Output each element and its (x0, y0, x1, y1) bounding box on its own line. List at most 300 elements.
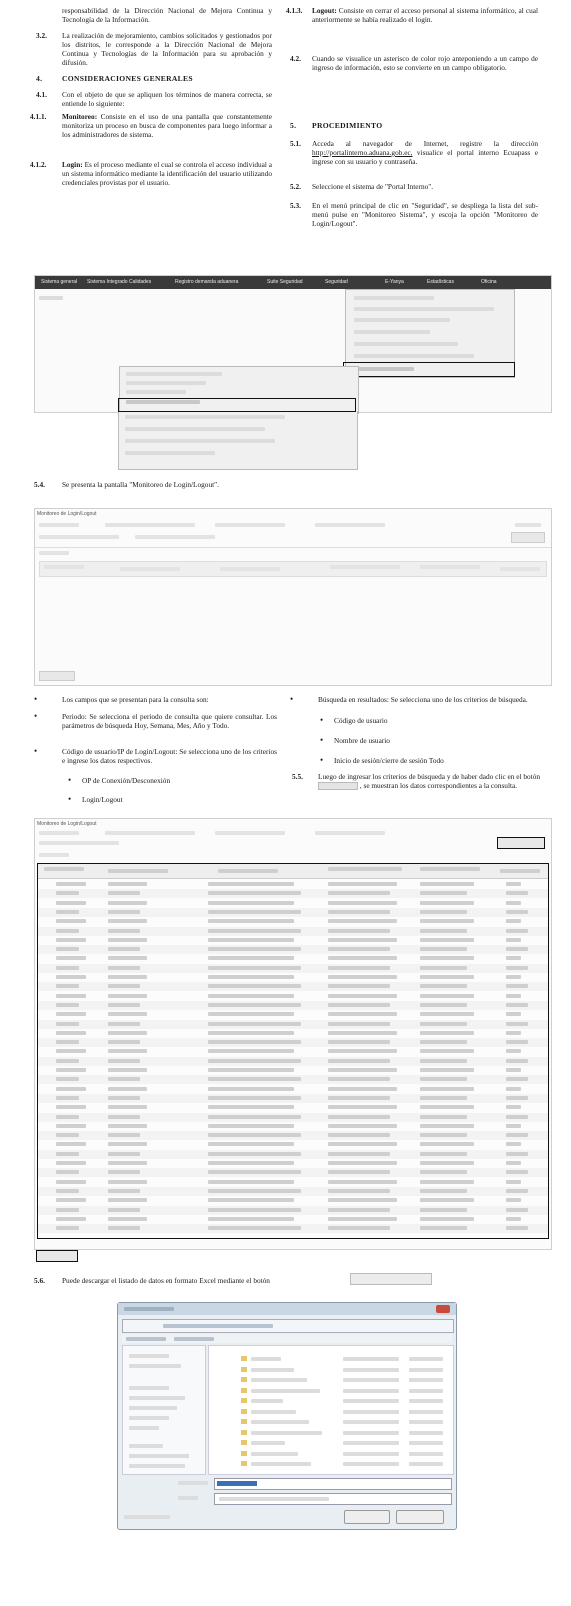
submenu-item[interactable] (125, 427, 265, 431)
screen-title: Monitoreo de Login/Logout (37, 821, 97, 827)
file-date (343, 1368, 399, 1372)
table-row[interactable] (38, 1206, 548, 1215)
table-cell (506, 1161, 521, 1165)
table-cell (506, 975, 521, 979)
file-name (251, 1462, 311, 1466)
table-row[interactable] (38, 964, 548, 973)
table-cell (108, 1124, 147, 1128)
excel-download-button-highlighted[interactable] (36, 1250, 78, 1262)
file-row[interactable] (213, 1409, 449, 1415)
table-row[interactable] (38, 936, 548, 945)
table-cell (56, 1142, 86, 1146)
submenu-item[interactable] (125, 439, 275, 443)
table-cell (56, 984, 79, 988)
table-row[interactable] (38, 1187, 548, 1196)
table-cell (420, 966, 467, 970)
table-cell (208, 1142, 294, 1146)
table-row[interactable] (38, 917, 548, 926)
table-cell (328, 1040, 390, 1044)
menu-item[interactable]: Sistema general (41, 279, 78, 285)
file-row[interactable] (213, 1430, 449, 1436)
new-folder-button[interactable] (174, 1337, 214, 1341)
table-cell (56, 994, 86, 998)
table-cell (208, 1217, 294, 1221)
monitoreo-submenu-continued (118, 411, 358, 470)
folder-icon (241, 1377, 247, 1382)
section-4-1-2-text (62, 160, 272, 187)
folder-icon (241, 1367, 247, 1372)
folder-icon (241, 1419, 247, 1424)
table-row[interactable] (38, 1215, 548, 1224)
consultar-button-highlighted[interactable] (497, 837, 545, 849)
table-cell (506, 1208, 528, 1212)
table-row[interactable] (38, 1075, 548, 1084)
step-text: Acceda al navegador de Internet, registre la dirección (312, 139, 538, 148)
table-cell (328, 975, 397, 979)
bullet-icon: • (68, 775, 72, 785)
file-date (343, 1410, 399, 1414)
table-cell (108, 1189, 140, 1193)
menu-item[interactable]: E-Yanya (385, 279, 404, 285)
table-row[interactable] (38, 1122, 548, 1131)
submenu-item[interactable] (126, 390, 186, 394)
table-cell (506, 1077, 528, 1081)
table-row[interactable] (38, 1159, 548, 1168)
table-cell (56, 1068, 86, 1072)
table-cell (108, 1161, 147, 1165)
table-cell (328, 1189, 390, 1193)
file-type (409, 1389, 443, 1393)
table-cell (420, 1124, 474, 1128)
table-cell (56, 1115, 79, 1119)
file-row[interactable] (213, 1367, 449, 1373)
table-cell (108, 919, 147, 923)
consultar-button-inline (318, 782, 358, 790)
table-row[interactable] (38, 880, 548, 889)
divider (35, 547, 551, 548)
screenshot-monitoreo-form (34, 508, 552, 686)
submenu-item[interactable] (354, 354, 474, 358)
section-number: 4.1.2. (30, 160, 47, 169)
file-row[interactable] (213, 1440, 449, 1446)
filename-input[interactable] (214, 1478, 452, 1490)
table-cell (108, 901, 147, 905)
section-number: 4. (36, 74, 43, 83)
table-row[interactable] (38, 908, 548, 917)
submenu-item[interactable] (354, 307, 494, 311)
submenu-item[interactable] (126, 381, 206, 385)
table-cell (208, 1059, 301, 1063)
table-cell (208, 1105, 294, 1109)
table-cell (208, 1180, 294, 1184)
table-cell (56, 1161, 86, 1165)
table-cell (108, 1142, 147, 1146)
table-cell (108, 910, 140, 914)
section-number: 4.1.1. (30, 112, 47, 121)
menu-item-seguridad[interactable]: Seguridad (325, 279, 348, 285)
table-cell (506, 1198, 521, 1202)
cancel-button[interactable] (396, 1510, 444, 1524)
table-cell (108, 1022, 140, 1026)
table-row[interactable] (38, 1103, 548, 1112)
table-cell (56, 1198, 86, 1202)
table-cell (420, 1049, 474, 1053)
table-cell (108, 1068, 147, 1072)
bullet-periodo: Periodo: Se selecciona el periodo de consulta que quiere consultar. Los parámetros de búsqueda Hoy, Semana, Mes, Año y Todo. (62, 712, 277, 730)
main-menu-bar (35, 276, 551, 289)
table-row[interactable] (38, 927, 548, 936)
table-row[interactable] (38, 1020, 548, 1029)
file-name (251, 1441, 285, 1445)
submenu-item[interactable] (126, 372, 222, 376)
table-cell (208, 1012, 294, 1016)
nav-item[interactable] (129, 1464, 185, 1468)
file-type (409, 1431, 443, 1435)
address-bar[interactable] (122, 1319, 454, 1333)
filetype-select[interactable] (214, 1493, 452, 1505)
table-cell (328, 956, 397, 960)
file-type (409, 1462, 443, 1466)
table-cell (208, 1003, 301, 1007)
table-cell (108, 1198, 147, 1202)
table-cell (420, 975, 474, 979)
excel-download-button[interactable] (39, 671, 75, 681)
table-row[interactable] (38, 1168, 548, 1177)
search-options[interactable] (515, 523, 541, 527)
submenu-item[interactable] (354, 296, 434, 300)
nav-item[interactable] (129, 1416, 169, 1420)
table-cell (328, 984, 390, 988)
table-row[interactable] (38, 992, 548, 1001)
table-row[interactable] (38, 889, 548, 898)
table-cell (56, 1077, 79, 1081)
table-cell (420, 1096, 467, 1100)
table-cell (506, 994, 521, 998)
table-cell (328, 1077, 390, 1081)
section-number: 5.2. (290, 182, 301, 191)
table-cell (108, 1049, 147, 1053)
table-cell (506, 901, 521, 905)
menu-item[interactable]: Suite Seguridad (267, 279, 303, 285)
table-cell (208, 938, 294, 942)
user-code-input[interactable] (135, 535, 215, 539)
section-number: 5.5. (292, 772, 303, 781)
nav-item[interactable] (129, 1444, 163, 1448)
table-cell (208, 1040, 301, 1044)
bullet-icon: • (34, 711, 38, 721)
file-row[interactable] (213, 1388, 449, 1394)
step-text: , se muestran los datos correspondientes a la consulta. (359, 781, 518, 790)
table-row[interactable] (38, 1001, 548, 1010)
table-cell (506, 1087, 521, 1091)
table-cell (108, 1226, 140, 1230)
table-row[interactable] (38, 1047, 548, 1056)
file-type (409, 1399, 443, 1403)
result-count (39, 551, 69, 555)
table-row[interactable] (38, 973, 548, 982)
table-cell (506, 1022, 528, 1026)
table-row[interactable] (38, 1085, 548, 1094)
file-date (343, 1462, 399, 1466)
table-cell (420, 1180, 474, 1184)
table-cell (208, 1115, 301, 1119)
file-row[interactable] (213, 1398, 449, 1404)
column-header (420, 867, 480, 871)
table-row[interactable] (38, 1178, 548, 1187)
table-cell (56, 1096, 79, 1100)
table-cell (420, 938, 474, 942)
nav-item[interactable] (129, 1406, 177, 1410)
table-cell (208, 1068, 294, 1072)
nav-item[interactable] (129, 1426, 159, 1430)
table-cell (506, 919, 521, 923)
table-cell (420, 1189, 467, 1193)
table-cell (56, 975, 86, 979)
table-cell (506, 938, 521, 942)
section-number: 5.3. (290, 201, 301, 210)
table-cell (208, 1031, 294, 1035)
table-cell (56, 882, 86, 886)
table-cell (208, 919, 294, 923)
table-cell (420, 891, 467, 895)
file-row[interactable] (213, 1461, 449, 1467)
user-code-select[interactable] (39, 841, 119, 845)
dialog-title (124, 1307, 174, 1311)
table-cell (328, 1161, 397, 1165)
menu-item[interactable]: Registro demanda aduanera (175, 279, 239, 285)
table-cell (56, 891, 79, 895)
file-date (343, 1452, 399, 1456)
nav-item[interactable] (129, 1396, 185, 1400)
table-cell (420, 1115, 467, 1119)
table-cell (506, 910, 528, 914)
table-cell (328, 901, 397, 905)
table-row[interactable] (38, 1057, 548, 1066)
table-cell (208, 1208, 301, 1212)
table-cell (208, 1022, 301, 1026)
date-field[interactable] (215, 523, 285, 527)
file-date (343, 1357, 399, 1361)
table-cell (328, 1031, 397, 1035)
table-cell (328, 1198, 397, 1202)
submenu-item[interactable] (354, 342, 458, 346)
bullet-icon: • (320, 735, 324, 745)
table-cell (420, 1217, 474, 1221)
folder-icon (241, 1388, 247, 1393)
nav-item[interactable] (129, 1364, 181, 1368)
table-cell (56, 929, 79, 933)
table-cell (208, 1152, 301, 1156)
table-cell (108, 975, 147, 979)
submenu-item[interactable] (354, 318, 450, 322)
term-monitoreo: Monitoreo: (62, 112, 98, 121)
table-cell (420, 882, 474, 886)
submenu-item[interactable] (354, 330, 430, 334)
hide-folders-toggle[interactable] (124, 1515, 170, 1519)
table-cell (208, 1087, 294, 1091)
table-cell (506, 984, 528, 988)
bullet-icon: • (320, 755, 324, 765)
table-cell (506, 1142, 521, 1146)
file-row[interactable] (213, 1356, 449, 1362)
table-row[interactable] (38, 1113, 548, 1122)
table-row[interactable] (38, 1131, 548, 1140)
section-number: 5.4. (34, 480, 45, 489)
column-header (420, 565, 480, 569)
file-type (409, 1452, 443, 1456)
bullet-icon: • (320, 715, 324, 725)
file-name (251, 1357, 281, 1361)
save-button[interactable] (344, 1510, 390, 1524)
excel-export-button-inline (350, 1273, 432, 1285)
table-cell (208, 1133, 301, 1137)
table-cell (56, 1217, 86, 1221)
section-5-4-text: Se presenta la pantalla "Monitoreo de Login/Logout". (62, 480, 219, 489)
table-cell (420, 1152, 467, 1156)
results-table (37, 863, 549, 1239)
table-cell (56, 1031, 86, 1035)
table-row[interactable] (38, 1140, 548, 1149)
table-cell (56, 1105, 86, 1109)
nav-item[interactable] (129, 1354, 169, 1358)
table-cell (208, 956, 294, 960)
submenu-item[interactable] (125, 415, 285, 419)
table-cell (108, 1133, 140, 1137)
table-cell (506, 1217, 521, 1221)
table-cell (328, 994, 397, 998)
organize-button[interactable] (126, 1337, 166, 1341)
table-cell (328, 1180, 397, 1184)
definition-monitoreo: Consiste en el uso de una pantalla que constantemente monitoriza un proceso en busca de componentes para luego informar a los administradores de sistema. (62, 112, 272, 139)
date-field[interactable] (315, 523, 385, 527)
date-field[interactable] (215, 831, 285, 835)
table-cell (108, 1105, 147, 1109)
menu-item[interactable]: Sistema Integrado Calidades (87, 279, 152, 285)
table-cell (328, 1152, 390, 1156)
table-cell (328, 882, 397, 886)
table-cell (56, 1152, 79, 1156)
section-number: 5.1. (290, 139, 301, 148)
table-cell (420, 1170, 467, 1174)
table-row[interactable] (38, 1010, 548, 1019)
result-count (39, 853, 69, 857)
menu-item[interactable]: Oficina (481, 279, 497, 285)
table-row[interactable] (38, 1029, 548, 1038)
period-select[interactable] (105, 523, 195, 527)
filename-selected-text (217, 1481, 257, 1486)
file-type (409, 1357, 443, 1361)
table-cell (328, 1133, 390, 1137)
table-cell (108, 947, 140, 951)
file-row[interactable] (213, 1451, 449, 1457)
table-row[interactable] (38, 1094, 548, 1103)
table-cell (56, 1170, 79, 1174)
period-select[interactable] (105, 831, 195, 835)
nav-item[interactable] (129, 1386, 169, 1390)
submenu-item[interactable] (125, 451, 215, 455)
table-cell (108, 1059, 140, 1063)
table-cell (420, 1012, 474, 1016)
file-row[interactable] (213, 1377, 449, 1383)
table-cell (108, 966, 140, 970)
table-cell (420, 947, 467, 951)
term-logout: Logout: (312, 6, 337, 15)
definition-logout: Consiste en cerrar el acceso personal al sistema informático, al cual anteriormente se había realizado el login. (312, 6, 539, 24)
dialog-titlebar (118, 1303, 456, 1315)
nav-item[interactable] (129, 1454, 189, 1458)
table-row[interactable] (38, 945, 548, 954)
folder-icon (241, 1409, 247, 1414)
file-name (251, 1452, 298, 1456)
highlight-box (118, 398, 356, 412)
navigation-pane (122, 1345, 206, 1475)
table-row[interactable] (38, 1224, 548, 1233)
table-cell (328, 1068, 397, 1072)
date-field[interactable] (315, 831, 385, 835)
term-login: Login: (62, 160, 83, 169)
dialog-toolbar (122, 1334, 452, 1343)
table-cell (420, 1198, 474, 1202)
table-cell (506, 929, 528, 933)
file-row[interactable] (213, 1419, 449, 1425)
consultar-button[interactable] (511, 532, 545, 543)
file-date (343, 1441, 399, 1445)
portal-link[interactable]: http://portalinterno.aduana.gob.ec, (312, 148, 413, 157)
file-type (409, 1410, 443, 1414)
table-cell (420, 1003, 467, 1007)
section-number: 4.1.3. (286, 6, 303, 15)
path-text (163, 1324, 273, 1328)
table-row[interactable] (38, 954, 548, 963)
close-icon[interactable] (436, 1305, 450, 1313)
sub-bullet-text: Login/Logout (82, 795, 123, 804)
file-date (343, 1420, 399, 1424)
table-cell (56, 1087, 86, 1091)
table-cell (328, 919, 397, 923)
step-text: Luego de ingresar los criterios de búsqueda y de haber dado clic en el botón (318, 772, 540, 781)
table-cell (420, 919, 474, 923)
folder-icon (241, 1356, 247, 1361)
table-cell (108, 882, 147, 886)
table-row[interactable] (38, 1196, 548, 1205)
column-header (500, 567, 540, 571)
table-row[interactable] (38, 899, 548, 908)
table-cell (56, 1226, 79, 1230)
user-code-select[interactable] (39, 535, 119, 539)
table-cell (108, 956, 147, 960)
table-row[interactable] (38, 1038, 548, 1047)
table-cell (328, 1003, 390, 1007)
file-name (251, 1431, 322, 1435)
file-date (343, 1399, 399, 1403)
folder-icon (241, 1451, 247, 1456)
table-cell (108, 929, 140, 933)
sub-bullet-text: Código de usuario (334, 716, 388, 725)
table-cell (420, 1226, 467, 1230)
table-row[interactable] (38, 982, 548, 991)
table-cell (328, 1022, 390, 1026)
menu-item[interactable]: Estadísticas (427, 279, 454, 285)
field-label (39, 523, 79, 527)
table-cell (506, 1189, 528, 1193)
table-row[interactable] (38, 1066, 548, 1075)
table-row[interactable] (38, 1150, 548, 1159)
folder-icon (241, 1461, 247, 1466)
screen-title: Monitoreo de Login/Logout (37, 511, 97, 517)
section-4-title: CONSIDERACIONES GENERALES (62, 74, 193, 83)
table-cell (420, 1031, 474, 1035)
bullet-icon: • (68, 794, 72, 804)
